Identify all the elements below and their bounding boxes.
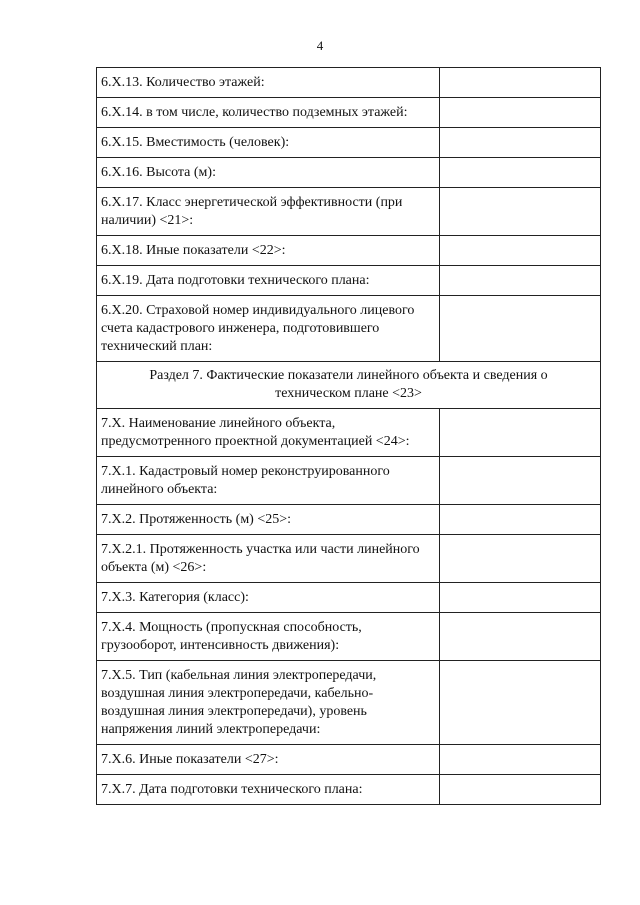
table-row [97,68,601,98]
table-row [97,236,601,266]
row-value[interactable] [440,68,601,98]
row-label: 7.Х.2. Протяженность (м) <25>: [97,505,440,535]
row-label: 7.Х.7. Дата подготовки технического плана: [97,775,440,805]
row-label: 6.Х.16. Высота (м): [97,158,440,188]
row-label: 6.Х.20. Страховой номер индивидуального лицевого счета кадастрового инженера, подготовившего технический план: [97,296,440,362]
row-label: 7.Х.2.1. Протяженность участка или части линейного объекта (м) <26>: [97,535,440,583]
row-label: 6.Х.13. Количество этажей: [97,68,440,98]
table-row [97,613,601,661]
row-label: 7.Х.6. Иные показатели <27>: [97,745,440,775]
table-row [97,661,601,745]
table-row [97,128,601,158]
row-value[interactable] [440,158,601,188]
table-row [97,775,601,805]
row-value[interactable] [440,745,601,775]
row-label: 7.Х. Наименование линейного объекта, предусмотренного проектной документацией <24>: [97,409,440,457]
row-label: 6.Х.19. Дата подготовки технического плана: [97,266,440,296]
indicators-table [96,67,601,805]
table-row [97,188,601,236]
row-label: 6.Х.18. Иные показатели <22>: [97,236,440,266]
row-label: 7.Х.5. Тип (кабельная линия электропередачи, воздушная линия электропередачи, кабельно-воздушная линия электропередачи), уровень напряжения линий электропередачи: [97,661,440,745]
table-row [97,535,601,583]
row-value[interactable] [440,296,601,362]
row-value[interactable] [440,535,601,583]
row-value[interactable] [440,661,601,745]
table-row [97,266,601,296]
row-value[interactable] [440,583,601,613]
row-value[interactable] [440,266,601,296]
table-row [97,296,601,362]
row-label: 6.Х.15. Вместимость (человек): [97,128,440,158]
row-value[interactable] [440,505,601,535]
table-row [97,745,601,775]
page-number: 4 [316,38,324,53]
table-row [97,505,601,535]
row-value[interactable] [440,775,601,805]
table-row [97,457,601,505]
row-label: 6.Х.17. Класс энергетической эффективности (при наличии) <21>: [97,188,440,236]
row-label: 7.Х.1. Кадастровый номер реконструированного линейного объекта: [97,457,440,505]
row-value[interactable] [440,236,601,266]
row-label: 6.Х.14. в том числе, количество подземных этажей: [97,98,440,128]
section-7-title: Раздел 7. Фактические показатели линейного объекта и сведения о техническом плане <23> [97,362,601,409]
row-value[interactable] [440,128,601,158]
table-row [97,158,601,188]
row-value[interactable] [440,457,601,505]
table-row [97,98,601,128]
row-value[interactable] [440,613,601,661]
section-header-row [97,362,601,409]
row-value[interactable] [440,409,601,457]
table-row [97,583,601,613]
row-value[interactable] [440,98,601,128]
row-label: 7.Х.4. Мощность (пропускная способность, грузооборот, интенсивность движения): [97,613,440,661]
row-value[interactable] [440,188,601,236]
table-row [97,409,601,457]
row-label: 7.Х.3. Категория (класс): [97,583,440,613]
